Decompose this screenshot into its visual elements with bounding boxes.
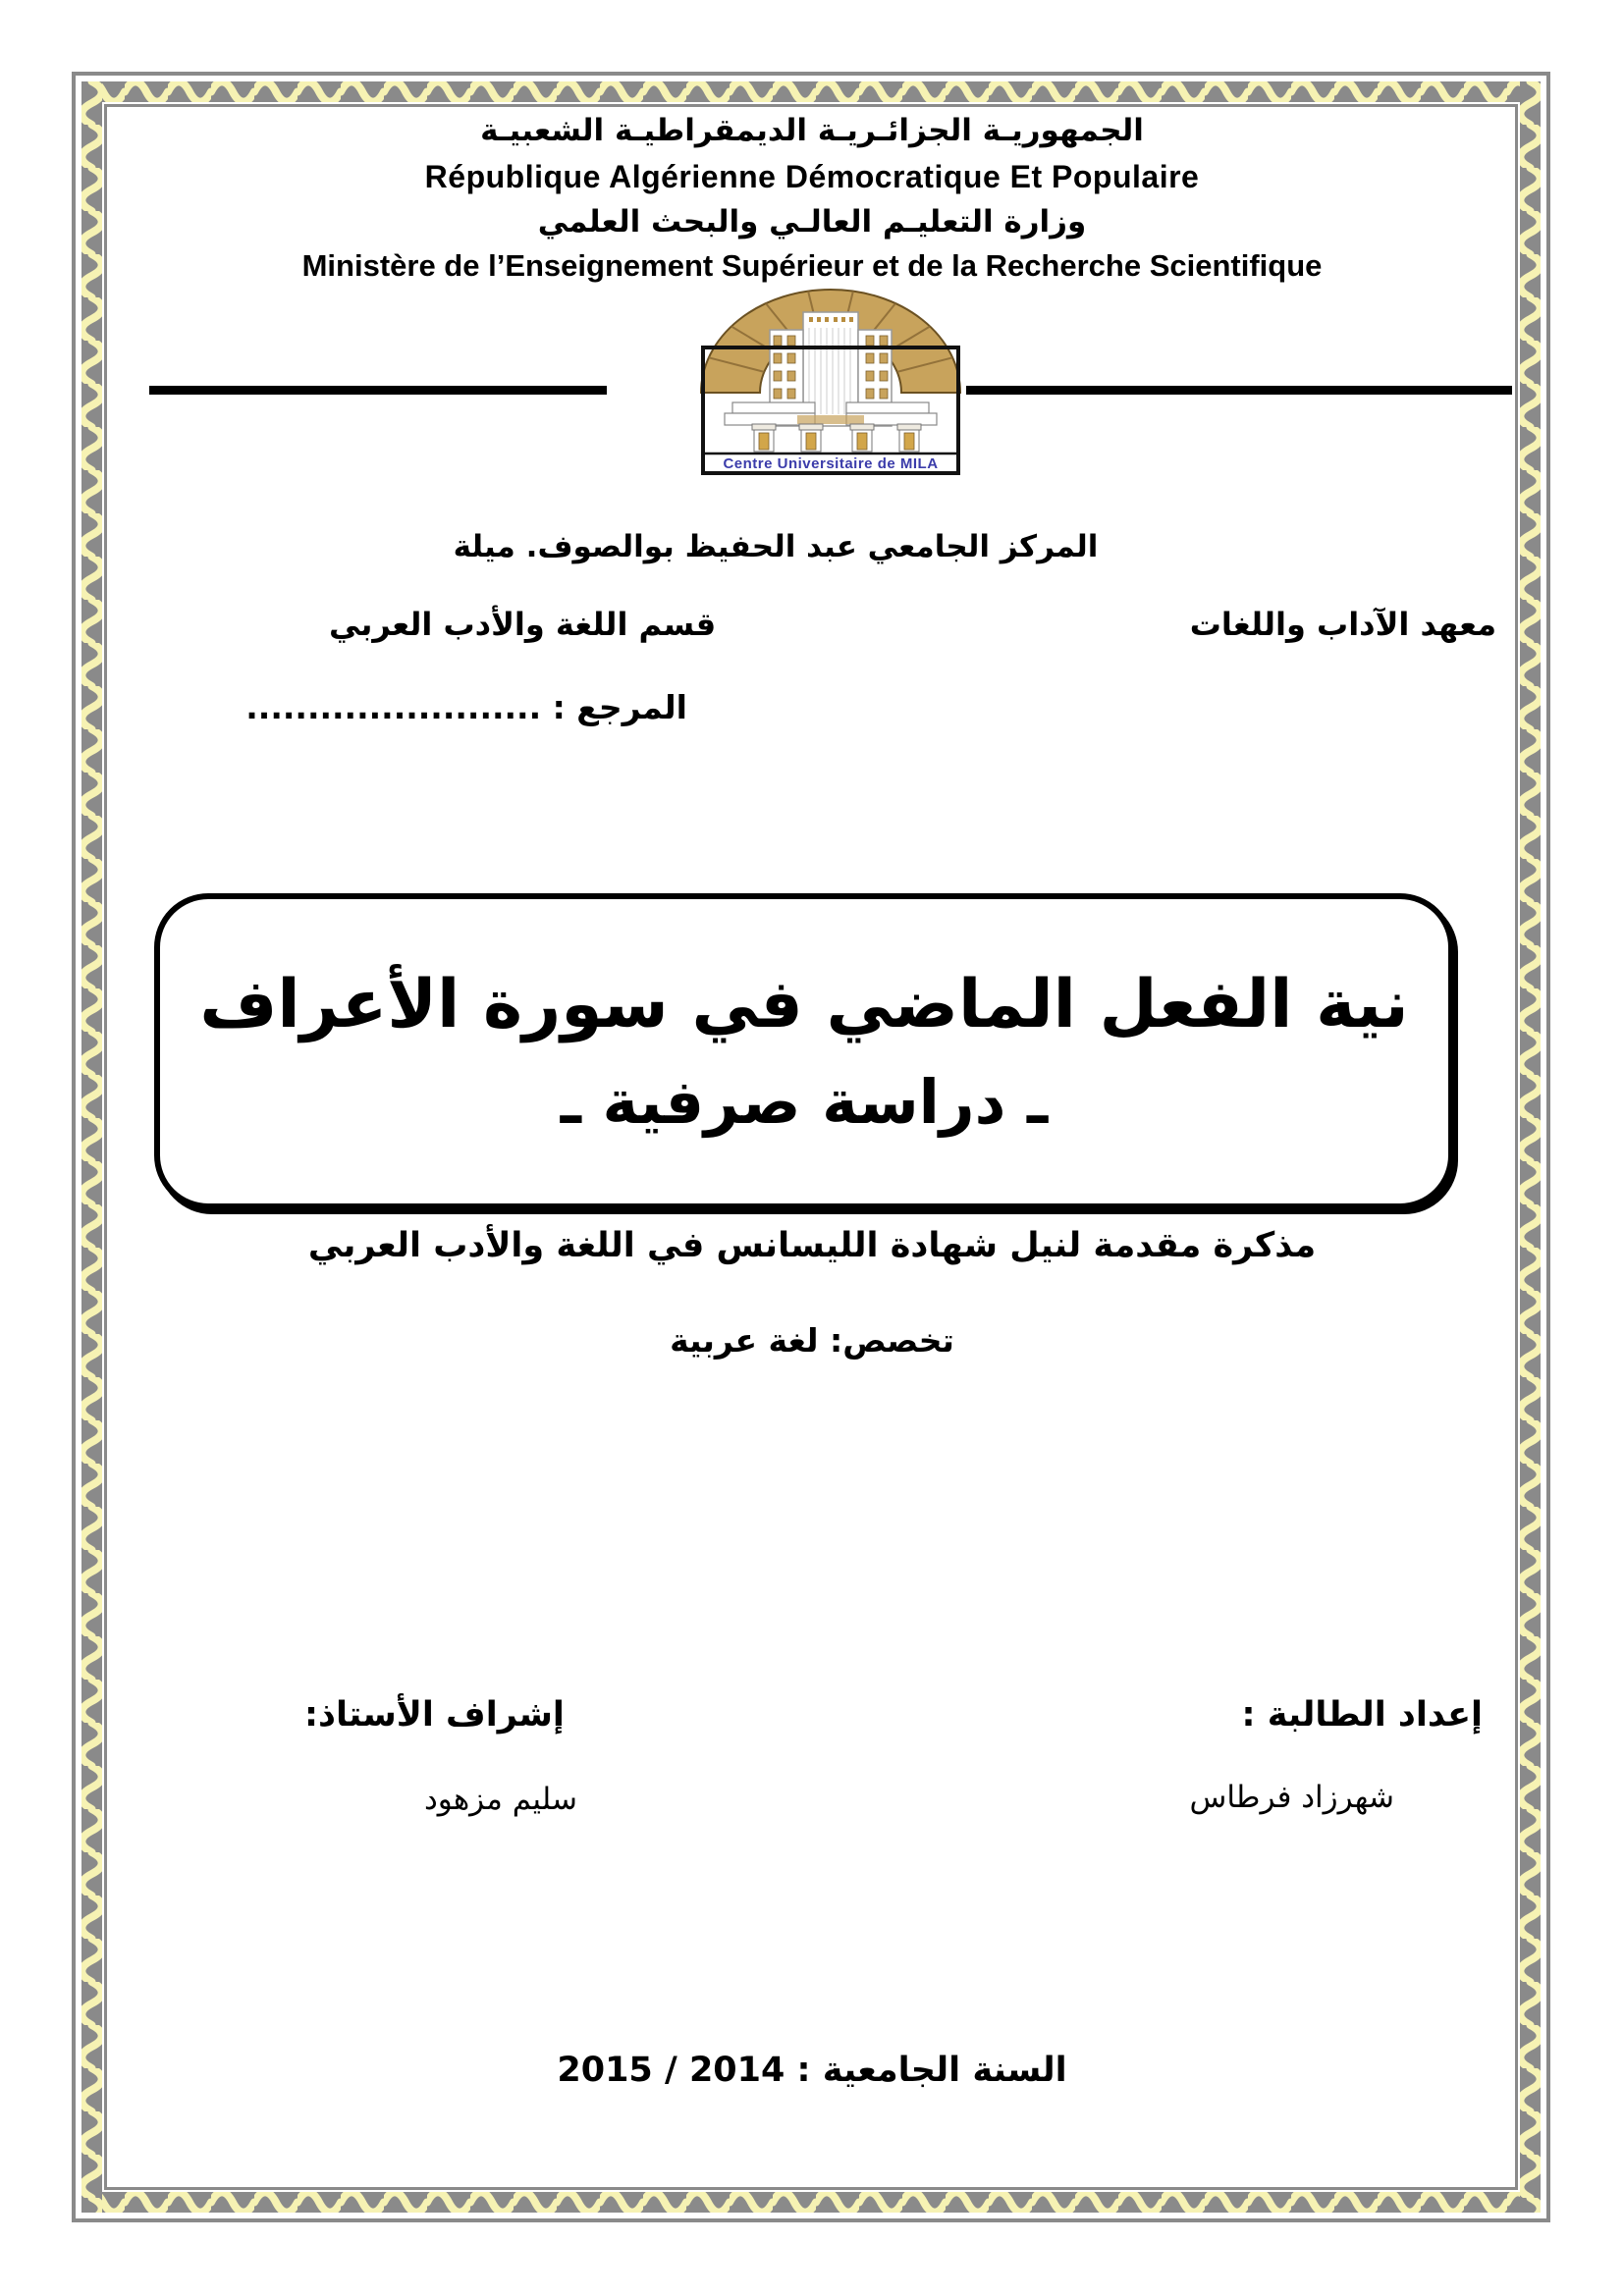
supervisor-label: إشراف الأستاذ: bbox=[304, 1695, 565, 1735]
logo-terrace-band bbox=[797, 415, 864, 424]
university-name: المركز الجامعي عبد الحفيظ بوالصوف. ميلة bbox=[453, 529, 1099, 564]
thesis-title: نية الفعل الماضي في سورة الأعراف bbox=[199, 965, 1409, 1043]
thesis-subtitle: ـ دراسة صرفية ـ bbox=[560, 1066, 1049, 1138]
ministry-name-arabic: وزارة التعليـم العالـي والبحث العلمي bbox=[537, 204, 1087, 240]
frame-wave-top bbox=[81, 81, 1541, 102]
university-logo-drawing bbox=[699, 287, 962, 475]
frame-band-top bbox=[81, 81, 1541, 102]
university-logo bbox=[699, 287, 962, 475]
specialty: تخصص: لغة عربية bbox=[670, 1321, 954, 1360]
supervisor-name: سليم مزهود bbox=[424, 1782, 577, 1817]
department-name: قسم اللغة والأدب العربي bbox=[329, 606, 717, 643]
logo-columns bbox=[752, 424, 921, 452]
logo-caption: Centre Universitaire de MILA bbox=[723, 455, 939, 472]
academic-year: السنة الجامعية : 2014 / 2015 bbox=[557, 2051, 1067, 2090]
frame-band-left bbox=[81, 81, 102, 2213]
frame-wave-left bbox=[81, 81, 102, 2213]
republic-name-arabic: الجمهوريـة الجزائـريـة الديمقراطيـة الشعبيـة bbox=[480, 113, 1144, 148]
ministry-name-french: Ministère de l’Enseignement Supérieur et de la Recherche Scientifique bbox=[301, 248, 1323, 283]
frame-wave-right bbox=[1520, 81, 1541, 2213]
left-divider-rule bbox=[149, 386, 607, 395]
prepared-by-label: إعداد الطالبة : bbox=[1241, 1695, 1483, 1735]
memo-description: مذكرة مقدمة لنيل شهادة الليسانس في اللغة والأدب العربي bbox=[307, 1226, 1317, 1265]
frame-band-bottom bbox=[81, 2192, 1541, 2213]
student-name: شهرزاد فرطاس bbox=[1189, 1780, 1394, 1815]
reference-line: المرجع : ........................ bbox=[245, 688, 687, 726]
thesis-title-box bbox=[154, 893, 1454, 1209]
frame-wave-bottom bbox=[81, 2192, 1541, 2213]
republic-name-french: République Algérienne Démocratique Et Populaire bbox=[424, 159, 1200, 194]
right-divider-rule bbox=[966, 386, 1512, 395]
institute-name: معهد الآداب واللغات bbox=[1189, 606, 1496, 643]
frame-band-right bbox=[1520, 81, 1541, 2213]
